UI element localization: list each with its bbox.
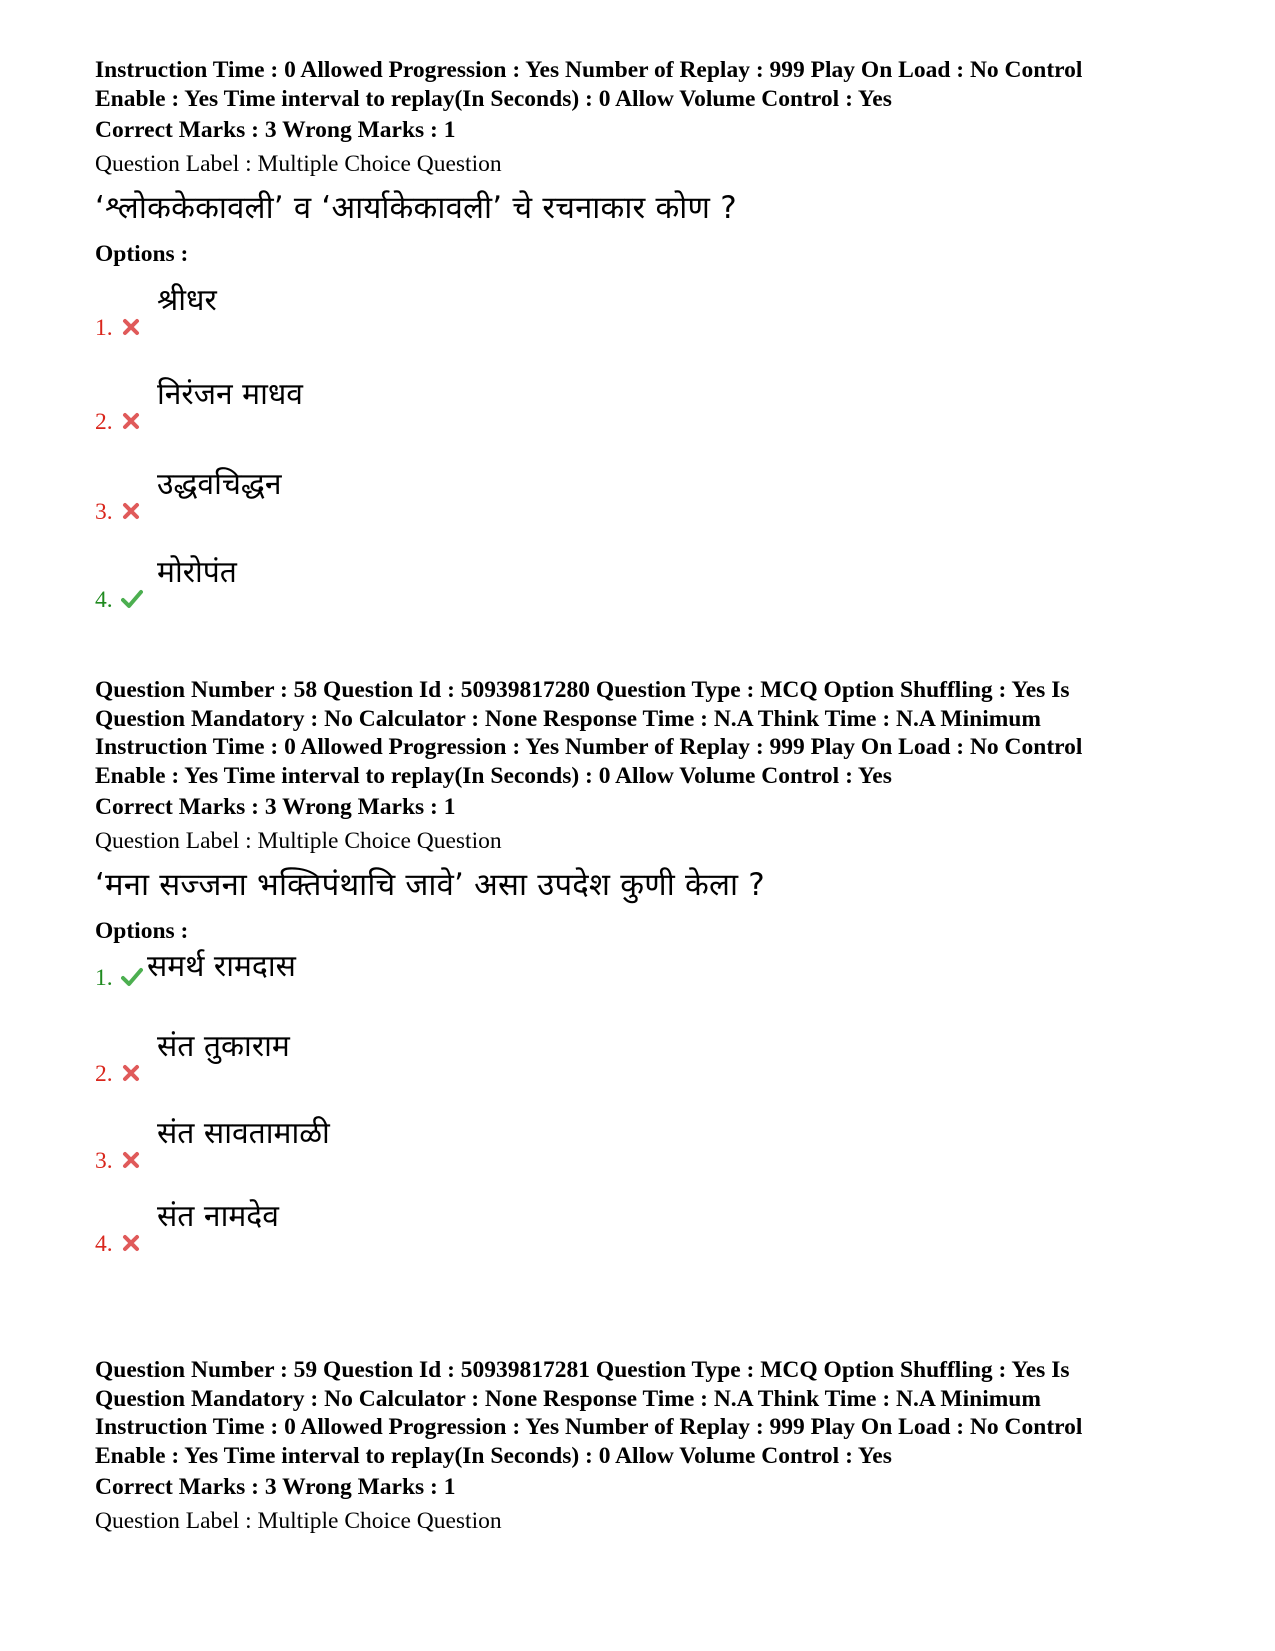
option-number: 2.: [95, 409, 113, 435]
cross-icon: [121, 501, 141, 521]
option-3: [95, 466, 695, 526]
cross-icon: [121, 317, 141, 337]
option-number: 2.: [95, 1061, 113, 1087]
question-meta: Question Number : 59 Question Id : 50939817281 Question Type : MCQ Option Shuffling : Yes Is Question Mandatory : No Calculator : None Response Time : N.A Think Time : N.A Minimum Instruction Time : 0 Allowed Progression : Yes Number of Replay : 999 Play On Load : No Control Enable : Yes Time interval to replay(In Seconds) : 0 Allow Volume Control : Yes: [95, 1357, 1083, 1469]
options-heading: Options :: [95, 918, 189, 944]
option-text: उद्धवचिद्धन: [157, 467, 282, 502]
option-text: संत नामदेव: [157, 1199, 279, 1234]
question-meta: Question Number : 58 Question Id : 50939817280 Question Type : MCQ Option Shuffling : Yes Is Question Mandatory : No Calculator : None Response Time : N.A Think Time : N.A Minimum Instruction Time : 0 Allowed Progression : Yes Number of Replay : 999 Play On Load : No Control Enable : Yes Time interval to replay(In Seconds) : 0 Allow Volume Control : Yes: [95, 677, 1083, 789]
option-number: 1.: [95, 315, 113, 341]
option-1: [95, 948, 695, 992]
option-number: 4.: [95, 587, 113, 613]
option-2: [95, 376, 695, 436]
question-57: [95, 56, 1195, 268]
option-text: श्रीधर: [157, 283, 217, 318]
check-icon: [121, 967, 141, 987]
option-number: 3.: [95, 1148, 113, 1174]
marks-line: Correct Marks : 3 Wrong Marks : 1: [95, 794, 456, 820]
question-label: Question Label : Multiple Choice Question: [95, 151, 502, 177]
option-number: 4.: [95, 1231, 113, 1257]
question-text: ‘मना सज्जना भक्तिपंथाचि जावे’ असा उपदेश कुणी केला ?: [95, 867, 765, 903]
question-label: Question Label : Multiple Choice Question: [95, 1508, 502, 1534]
question-meta: Instruction Time : 0 Allowed Progression : Yes Number of Replay : 999 Play On Load : No Control Enable : Yes Time interval to replay(In Seconds) : 0 Allow Volume Control : Yes: [95, 57, 1083, 112]
cross-icon: [121, 411, 141, 431]
options-heading: Options :: [95, 241, 189, 267]
option-text: समर्थ रामदास: [147, 949, 296, 984]
question-label: Question Label : Multiple Choice Question: [95, 828, 502, 854]
option-3: [95, 1115, 695, 1175]
cross-icon: [121, 1063, 141, 1083]
option-text: निरंजन माधव: [157, 377, 303, 412]
question-59: [95, 1356, 1195, 1535]
option-number: 3.: [95, 499, 113, 525]
option-number: 1.: [95, 965, 113, 991]
option-4: [95, 1198, 695, 1258]
option-text: मोरोपंत: [157, 555, 237, 590]
option-1: [95, 282, 695, 342]
marks-line: Correct Marks : 3 Wrong Marks : 1: [95, 117, 456, 143]
question-58: [95, 676, 1195, 945]
cross-icon: [121, 1233, 141, 1253]
option-text: संत तुकाराम: [157, 1029, 290, 1064]
question-text: ‘श्लोककेकावली’ व ‘आर्याकेकावली’ चे रचनाकार कोण ?: [95, 190, 737, 226]
check-icon: [121, 589, 141, 609]
marks-line: Correct Marks : 3 Wrong Marks : 1: [95, 1474, 456, 1500]
option-2: [95, 1028, 695, 1088]
cross-icon: [121, 1150, 141, 1170]
option-text: संत सावतामाळी: [157, 1116, 330, 1151]
option-4: [95, 554, 695, 614]
